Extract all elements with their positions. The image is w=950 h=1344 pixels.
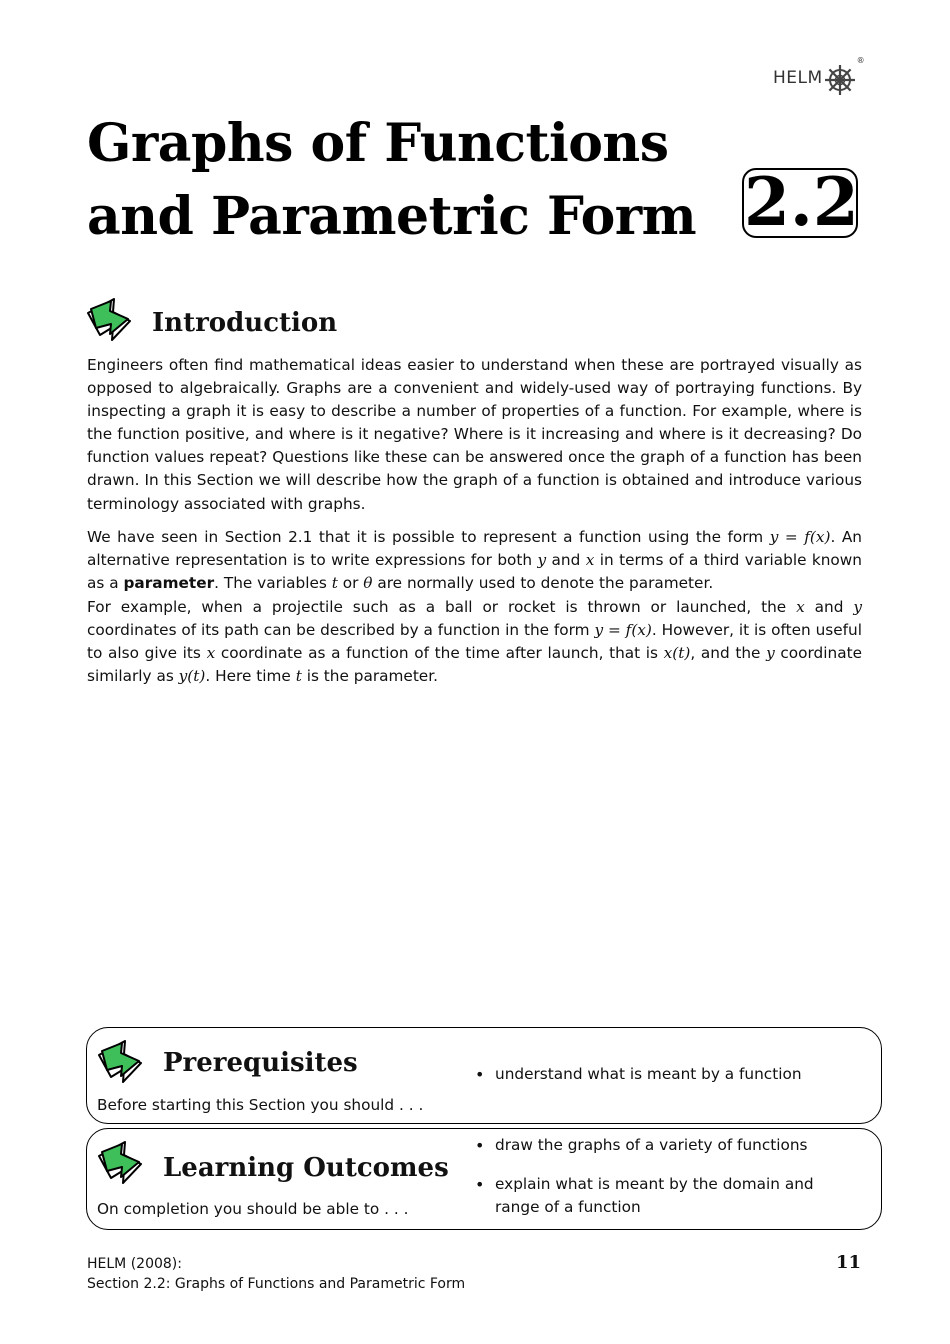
prerequisite-item: • understand what is meant by a function — [473, 1063, 843, 1086]
outcome-item: • draw the graphs of a variety of functions — [473, 1134, 843, 1157]
prerequisites-subtext: Before starting this Section you should . . . — [97, 1096, 424, 1114]
arrow-icon — [97, 1040, 145, 1084]
learning-outcomes-heading: Learning Outcomes — [163, 1153, 449, 1183]
footer-line-1: HELM (2008): — [87, 1256, 182, 1272]
prerequisites-list — [473, 1063, 843, 1086]
title-line-2: and Parametric Form — [87, 186, 697, 247]
footer-citation — [87, 1254, 465, 1294]
page-number: 11 — [835, 1252, 861, 1273]
footer-line-2: Section 2.2: Graphs of Functions and Parametric Form — [87, 1276, 466, 1292]
learning-outcomes-subtext: On completion you should be able to . . . — [97, 1200, 409, 1218]
arrow-icon — [86, 298, 134, 342]
section-number-badge: 2.2 — [744, 163, 859, 241]
intro-paragraph-2: We have seen in Section 2.1 that it is possible to represent a function using the form y = f(x). An alternative representation is to write expressions for both y and x in terms of a third variable known as a parameter. The variables t or θ are normally used to denote the parameter. — [87, 528, 863, 593]
learning-outcomes-list — [473, 1134, 843, 1219]
prerequisites-heading: Prerequisites — [163, 1048, 358, 1078]
title-line-1: Graphs of Functions — [87, 113, 669, 174]
registered-mark: ® — [856, 56, 865, 65]
learning-outcomes-box — [86, 1128, 882, 1230]
helm-logo — [773, 56, 865, 98]
intro-paragraph-3: For example, when a projectile such as a ball or rocket is thrown or launched, the x and y coordinates of its path can be described by a function in the form y = f(x). However, it is often useful to also give its x coordinate as a function of the time after launch, that is x(t), and the y coordinate similarly as y(t). Here time t is the parameter. — [87, 598, 862, 686]
outcome-item: • explain what is meant by the domain and range of a function — [473, 1173, 825, 1219]
page-title — [87, 107, 707, 253]
helm-logo-text: HELM — [773, 68, 823, 88]
intro-paragraph-1: Engineers often find mathematical ideas easier to understand when these are portrayed visually as opposed to algebraically. Graphs are a convenient and widely-used way of portraying functions. By inspecting a graph it is easy to describe a number of properties of a function. For example, where is the function positive, and where is it negative? Where is it increasing and where is it decreasing? Do function values repeat? Questions like these can be answered once the graph of a function has been drawn. In this Section we will describe how the graph of a function is obtained and introduce various terminology associated with graphs. — [87, 356, 862, 513]
arrow-icon — [97, 1141, 145, 1185]
introduction-heading: Introduction — [152, 308, 338, 338]
wheel-icon — [824, 59, 860, 97]
parameter-term: parameter — [123, 574, 215, 593]
prerequisites-box — [86, 1027, 882, 1124]
